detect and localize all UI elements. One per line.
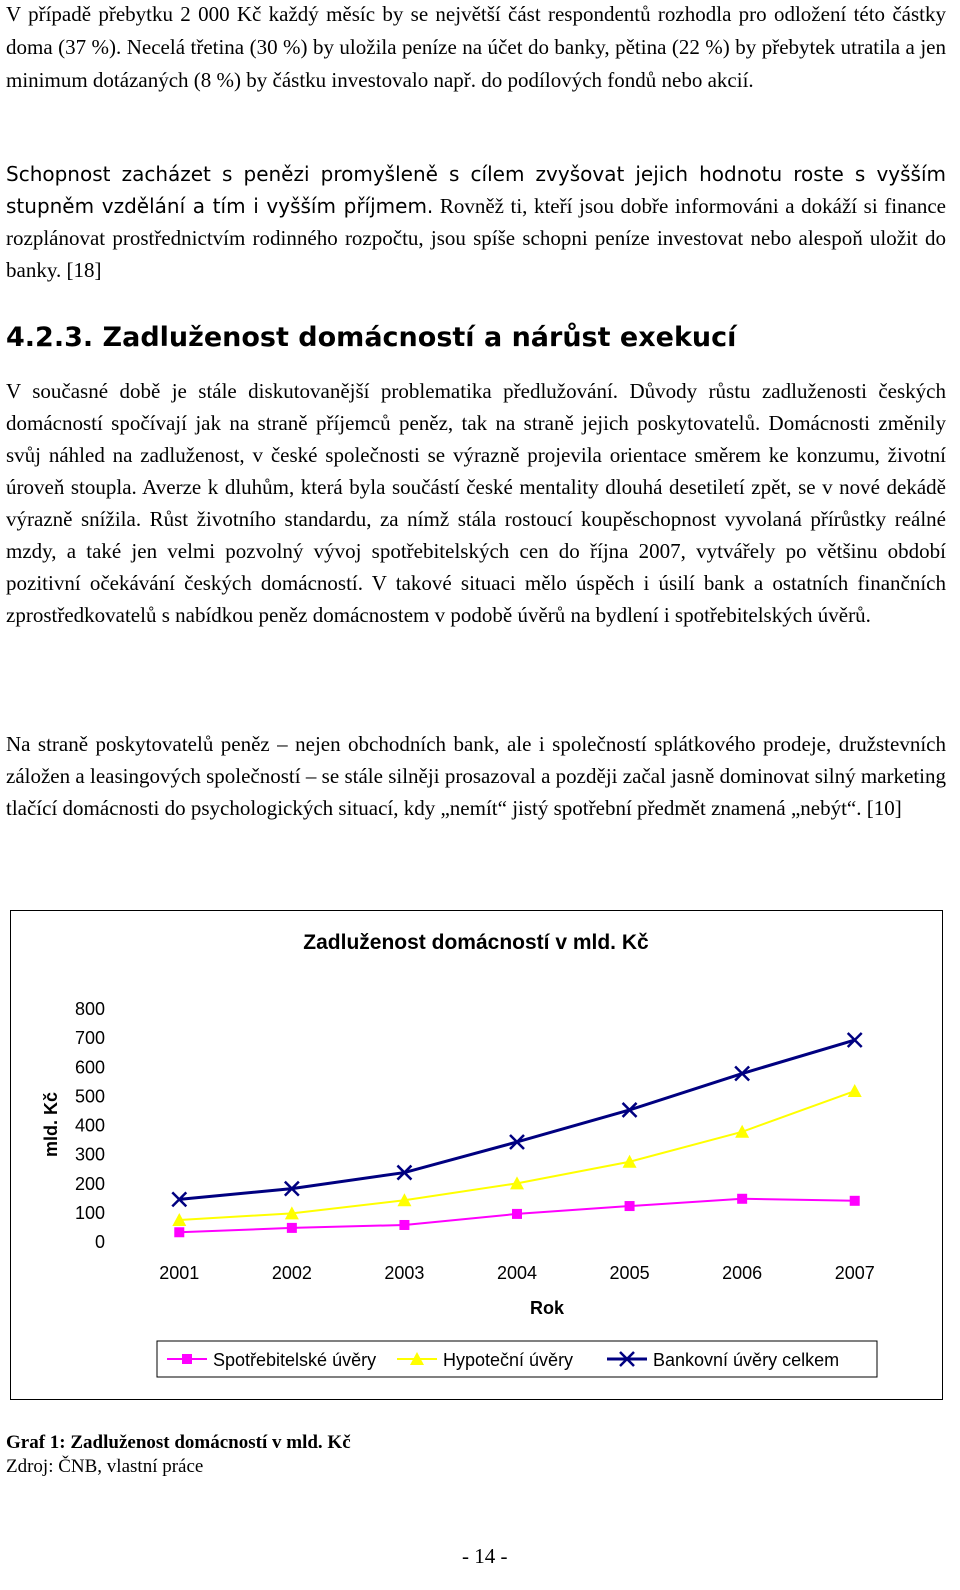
y-tick-label: 800 [74, 999, 105, 1019]
y-tick-label: 300 [74, 1144, 105, 1165]
paragraph-money-management-lead: Schopnost zacházet s penězi promyšleně s cílem zvyšovat jejich hodnotu roste s vyšším stupněm vzdělání a tím i vyšším příjmem. [6, 162, 946, 218]
x-tick-label: 2002 [271, 1263, 312, 1283]
x-tick-label: 2001 [159, 1263, 200, 1283]
legend-marker-0 [182, 1354, 192, 1364]
paragraph-money-management-rest: Rovněž ti, kteří jsou dobře informováni a dokáží si finance rozplánovat prostřednictvím rodinného rozpočtu, jsou spíše schopni peníze investovat nebo alespoň uložit do banky. [18] [6, 194, 946, 282]
data-point-0 [174, 1227, 184, 1237]
data-point-0 [399, 1220, 409, 1230]
paragraph-indebtedness: V současné době je stále diskutovanější problematika předlužování. Důvody růstu zadluženosti českých domácností spočívají jak na straně příjemců peněz, tak na straně jejich poskytovatelů. Domácnosti změnily svůj náhled na zadluženost, v české společnosti se výrazně projevila orientace směrem ke konzumu, životní úroveň stoupla. Averze k dluhům, která byla součástí české mentality dlouhá desetiletí zpět, se v nové dekádě výrazně snížila. Růst životního standardu, za nímž stála rostoucí koupěschopnost vyvolaná přírůstky reálné mzdy, a také jen velmi pozvolný vývoj spotřebitelských cen do října 2007, vytvářely po většinu období pozitivní očekávání českých domácností. V takové situaci mělo úspěch i úsilí bank a ostatních finančních zprostředkovatelů s nabídkou peněz domácnostem v podobě úvěrů na bydlení i spotřebitelských úvěrů. [6, 379, 946, 627]
figure-source: Zdroj: ČNB, vlastní práce [6, 1456, 204, 1477]
chart-title: Zadluženost domácností v mld. Kč [303, 931, 649, 954]
paragraph-money-management [6, 158, 946, 286]
data-point-0 [850, 1196, 860, 1206]
data-point-0 [625, 1201, 635, 1211]
paragraph-lenders: Na straně poskytovatelů peněz – nejen obchodních bank, ale i společností splátkového prodeje, družstevních záložen a leasingových společností – se stále silněji prosazoval a později začal jasně dominovat silný marketing tlačící domácnosti do psychologických situací, kdy „nemít“ jistý spotřební předmět znamená „nebýt“. [10] [6, 732, 946, 820]
figure-caption: Graf 1: Zadluženost domácností v mld. Kč [6, 1432, 351, 1453]
legend-label-0: Spotřebitelské úvěry [213, 1350, 377, 1370]
x-axis-label: Rok [529, 1298, 565, 1318]
y-tick-label: 400 [74, 1115, 105, 1136]
section-heading: 4.2.3. Zadluženost domácností a nárůst exekucí [6, 322, 737, 353]
x-tick-label: 2007 [834, 1263, 875, 1283]
y-tick-label: 100 [74, 1202, 105, 1223]
y-tick-label: 0 [94, 1232, 105, 1252]
chart-frame [10, 910, 943, 1400]
data-point-1 [735, 1125, 749, 1138]
data-point-0 [512, 1209, 522, 1219]
data-point-1 [848, 1084, 862, 1097]
line-chart [11, 911, 942, 1399]
x-tick-label: 2006 [722, 1263, 763, 1283]
y-tick-label: 700 [74, 1028, 105, 1049]
x-tick-label: 2004 [496, 1263, 538, 1283]
paragraph-savings: V případě přebytku 2 000 Kč každý měsíc by se největší část respondentů rozhodla pro odložení této částky doma (37 %). Necelá třetina (30 %) by uložila peníze na účet do banky, pětina (22 %) by přebytek utratila a jen minimum dotázaných (8 %) by částku investovalo např. do podílových fondů nebo akcií. [6, 2, 946, 92]
page-number: - 14 - [462, 1544, 508, 1568]
legend-label-2: Bankovní úvěry celkem [653, 1350, 840, 1370]
y-tick-label: 200 [74, 1173, 105, 1194]
y-tick-label: 500 [74, 1086, 105, 1107]
x-tick-label: 2005 [609, 1263, 650, 1283]
data-point-0 [737, 1194, 747, 1204]
series-line-2 [179, 1040, 854, 1199]
data-point-0 [287, 1223, 297, 1233]
y-tick-label: 600 [74, 1057, 105, 1078]
y-axis-label: mld. Kč [41, 1091, 61, 1158]
legend-label-1: Hypoteční úvěry [443, 1350, 574, 1370]
x-tick-label: 2003 [384, 1263, 425, 1283]
series-line-1 [179, 1091, 854, 1220]
